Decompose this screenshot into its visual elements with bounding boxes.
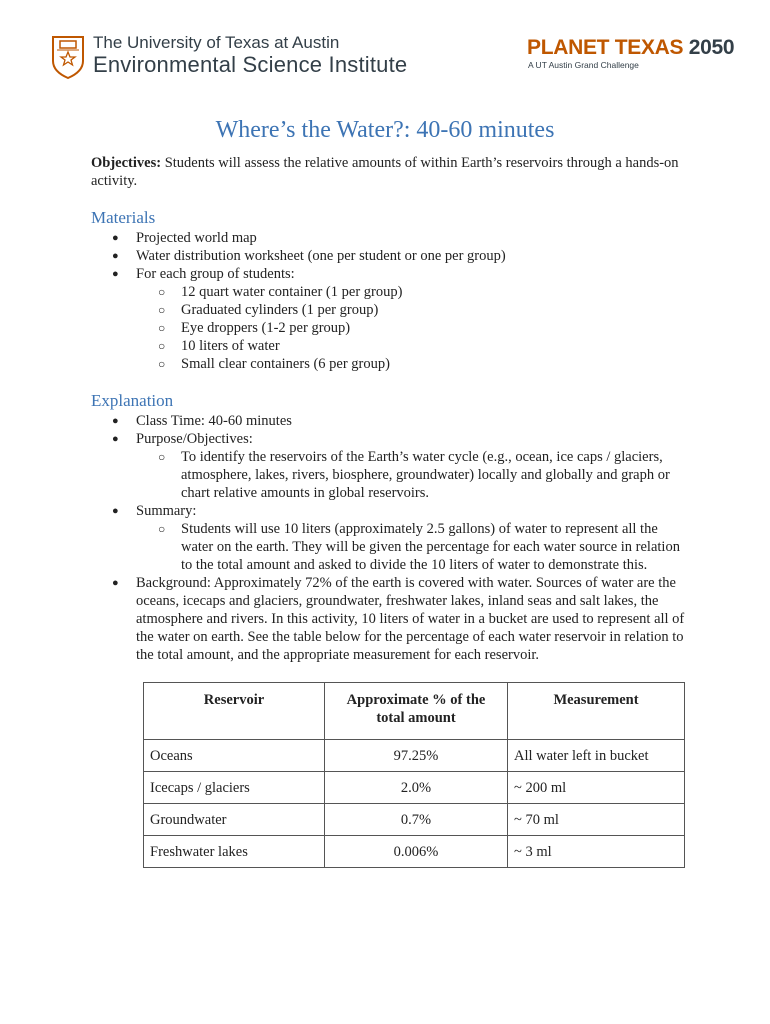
explanation-list <box>91 412 691 664</box>
list-item: ○ 10 liters of water <box>136 337 691 355</box>
table-cell: Groundwater <box>144 804 325 836</box>
table-cell: 0.006% <box>325 836 508 868</box>
list-item: ○ Graduated cylinders (1 per group) <box>136 301 691 319</box>
objectives-text: Students will assess the relative amounts of within Earth’s reservoirs through a hands-on activity. <box>91 155 679 189</box>
list-item <box>91 502 691 574</box>
list-item-label: For each group of students: <box>136 266 295 282</box>
ut-name: The University of Texas at Austin <box>93 33 340 52</box>
table-row <box>144 740 685 772</box>
table-cell: ~ 200 ml <box>508 772 685 804</box>
table-cell: ~ 70 ml <box>508 804 685 836</box>
page-title: Where’s the Water?: 40-60 minutes <box>215 117 555 143</box>
list-item: ● Projected world map <box>91 229 691 247</box>
list-item <box>91 265 691 373</box>
list-item: ○ Students will use 10 liters (approximately 2.5 gallons) of water to represent all the water on the earth. They will be given the percentage for each water source in relation to the total amount and asked to divide the 10 liters of water to demonstrate this. <box>136 520 691 574</box>
list-item: ● Class Time: 40-60 minutes <box>91 412 691 430</box>
materials-heading: Materials <box>91 208 156 227</box>
list-item: ○ Small clear containers (6 per group) <box>136 355 691 373</box>
list-item: ○ To identify the reservoirs of the Earth’s water cycle (e.g., ocean, ice caps / glaciers, atmosphere, lakes, rivers, biosphere, groundwater) locally and globally and graph or chart relative amounts in global reservoirs. <box>136 448 691 502</box>
list-item: ○ 12 quart water container (1 per group) <box>136 283 691 301</box>
objectives-label: Objectives: <box>91 155 162 171</box>
table-cell: Freshwater lakes <box>144 836 325 868</box>
group-materials-sublist <box>136 283 691 373</box>
planet-texas-word: PLANET TEXAS <box>527 36 684 59</box>
purpose-sublist <box>136 448 691 502</box>
table-header-row <box>144 683 685 740</box>
explanation-heading: Explanation <box>91 391 174 410</box>
objectives-paragraph <box>91 154 691 190</box>
list-item-label: Purpose/Objectives: <box>136 431 253 447</box>
planet-texas-logo <box>527 36 734 60</box>
table-cell: Icecaps / glaciers <box>144 772 325 804</box>
table-cell: 97.25% <box>325 740 508 772</box>
column-header: Reservoir <box>144 683 325 740</box>
table-cell: All water left in bucket <box>508 740 685 772</box>
column-header: Approximate % of the total amount <box>325 683 508 740</box>
table-cell: 2.0% <box>325 772 508 804</box>
list-item-label: Summary: <box>136 503 197 519</box>
column-header: Measurement <box>508 683 685 740</box>
planet-texas-tagline: A UT Austin Grand Challenge <box>528 60 639 70</box>
summary-sublist <box>136 520 691 574</box>
table-cell: ~ 3 ml <box>508 836 685 868</box>
planet-texas-year: 2050 <box>688 36 735 59</box>
esi-name: Environmental Science Institute <box>93 52 408 77</box>
list-item: ● Water distribution worksheet (one per student or one per group) <box>91 247 691 265</box>
document-body <box>91 154 691 868</box>
table-cell: Oceans <box>144 740 325 772</box>
table-cell: 0.7% <box>325 804 508 836</box>
list-item: ○ Eye droppers (1-2 per group) <box>136 319 691 337</box>
list-item <box>91 430 691 502</box>
list-item: ● Background: Approximately 72% of the earth is covered with water. Sources of water are the oceans, icecaps and glaciers, groundwater, freshwater lakes, inland seas and salt lakes, the atmosphere and rivers. In this activity, 10 liters of water in a bucket are used to represent all of the water on earth. See the table below for the percentage of each water reservoir in relation to the total amount, and the appropriate measurement for each reservoir. <box>91 574 691 664</box>
table-row <box>144 804 685 836</box>
table-row <box>144 772 685 804</box>
table-row <box>144 836 685 868</box>
ut-tower-seal-icon <box>51 35 85 79</box>
page-header <box>0 0 770 100</box>
reservoir-table <box>143 682 685 868</box>
materials-list <box>91 229 691 373</box>
